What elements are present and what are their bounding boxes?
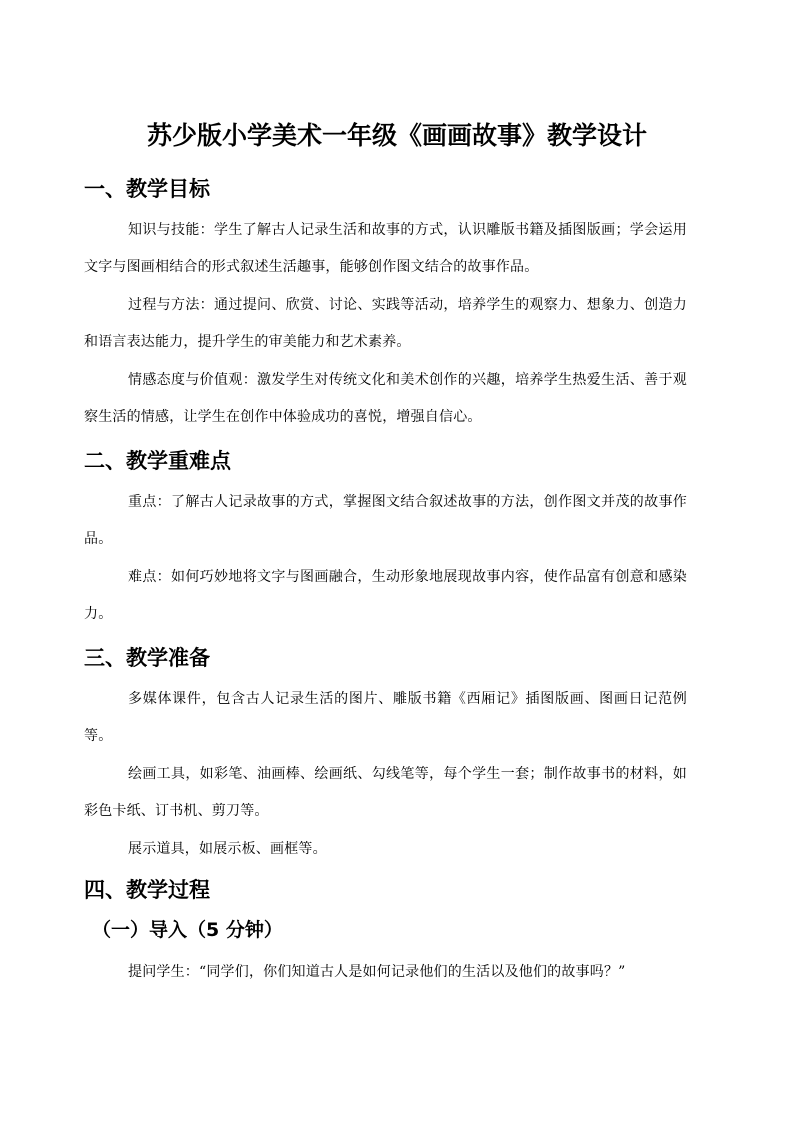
section-heading-key-points: 二、教学重难点 — [84, 449, 231, 473]
paragraph-knowledge-skills: 知识与技能：学生了解古人记录生活和故事的方式，认识雕版书籍及插图版画；学会运用文字与图画相结合的形式叙述生活趣事，能够创作图文结合的故事作品。 — [84, 222, 687, 275]
paragraph-emotion-values: 情感态度与价值观：激发学生对传统文化和美术创作的兴趣，培养学生热爱生活、善于观察生活的情感，让学生在创作中体验成功的喜悦，增强自信心。 — [84, 372, 687, 425]
section-heading-objectives: 一、教学目标 — [84, 177, 210, 201]
subsection-heading-intro: （一）导入（5 分钟） — [92, 919, 283, 941]
paragraph-drawing-tools: 绘画工具，如彩笔、油画棒、绘画纸、勾线笔等，每个学生一套；制作故事书的材料，如彩色卡纸、订书机、剪刀等。 — [84, 766, 687, 819]
paragraph-intro-question: 提问学生：“同学们，你们知道古人是如何记录他们的生活以及他们的故事吗？” — [128, 964, 626, 980]
paragraph-process-methods: 过程与方法：通过提问、欣赏、讨论、实践等活动，培养学生的观察力、想象力、创造力和语言表达能力，提升学生的审美能力和艺术素养。 — [84, 297, 687, 350]
section-heading-preparation: 三、教学准备 — [84, 646, 210, 670]
paragraph-display-props: 展示道具，如展示板、画框等。 — [128, 841, 327, 857]
paragraph-multimedia: 多媒体课件，包含古人记录生活的图片、雕版书籍《西厢记》插图版画、图画日记范例等。 — [84, 691, 687, 744]
paragraph-difficult-point: 难点：如何巧妙地将文字与图画融合，生动形象地展现故事内容，使作品富有创意和感染力。 — [84, 569, 687, 622]
section-heading-process: 四、教学过程 — [84, 878, 210, 902]
paragraph-key-point: 重点：了解古人记录故事的方式，掌握图文结合叙述故事的方法，创作图文并茂的故事作品。 — [84, 494, 687, 547]
document-title: 苏少版小学美术一年级《画画故事》教学设计 — [146, 121, 647, 150]
